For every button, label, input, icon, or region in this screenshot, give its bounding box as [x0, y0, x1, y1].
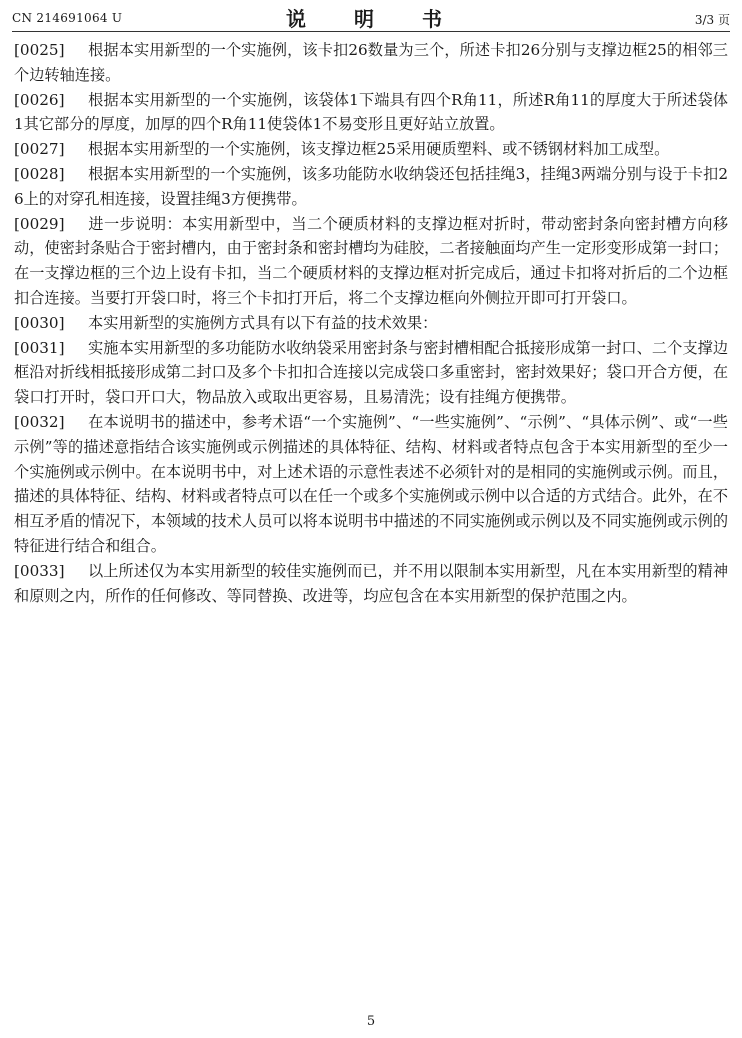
paragraph-0027 — [14, 137, 728, 162]
document-body — [14, 38, 728, 608]
page-header — [12, 2, 730, 32]
paragraph-number: [0030] — [14, 313, 65, 332]
paragraph-0030 — [14, 311, 728, 336]
page-title: 说 明 书 — [286, 7, 456, 31]
paragraph-number: [0027] — [14, 140, 65, 159]
paragraph-text: 以上所述仅为本实用新型的较佳实施例而已，并不用以限制本实用新型，凡在本实用新型的精神和原则之内，所作的任何修改、等同替换、改进等，均应包含在本实用新型的保护范围之内。 — [14, 561, 728, 605]
paragraph-0026 — [14, 88, 728, 138]
paragraph-text: 根据本实用新型的一个实施例，该袋体1下端具有四个R角11，所述R角11的厚度大于所述袋体1其它部分的厚度，加厚的四个R角11使袋体1不易变形且更好站立放置。 — [14, 90, 728, 134]
header-divider — [12, 31, 730, 32]
paragraph-number: [0029] — [14, 214, 65, 233]
paragraph-text: 进一步说明：本实用新型中，当二个硬质材料的支撑边框对折时，带动密封条向密封槽方向移动，使密封条贴合于密封槽内，由于密封条和密封槽均为硅胶，二者接触面均产生一定形变形成第一封口；在一支撑边框的三个边上设有卡扣，当二个硬质材料的支撑边框对折完成后，通过卡扣将对折后的二个边框扣合连接。当要打开袋口时，将三个卡扣打开后，将二个支撑边框向外侧拉开即可打开袋口。 — [14, 214, 728, 307]
paragraph-text: 在本说明书的描述中，参考术语“一个实施例”、“一些实施例”、“示例”、“具体示例”、或“一些示例”等的描述意指结合该实施例或示例描述的具体特征、结构、材料或者特点包含于本实用新型的至少一个实施例或示例中。在本说明书中，对上述术语的示意性表述不必须针对的是相同的实施例或示例。而且，描述的具体特征、结构、材料或者特点可以在任一个或多个实施例或示例中以合适的方式结合。此外，在不相互矛盾的情况下，本领域的技术人员可以将本说明书中描述的不同实施例或示例以及不同实施例或示例的特征进行结合和组合。 — [14, 412, 728, 555]
paragraph-number: [0033] — [14, 561, 65, 580]
paragraph-0025 — [14, 38, 728, 88]
page-number: 5 — [366, 1014, 376, 1029]
paragraph-number: [0031] — [14, 338, 65, 357]
paragraph-text: 本实用新型的实施例方式具有以下有益的技术效果： — [88, 313, 438, 332]
paragraph-0032 — [14, 410, 728, 559]
paragraph-text: 根据本实用新型的一个实施例，该多功能防水收纳袋还包括挂绳3，挂绳3两端分别与设于卡扣26上的对穿孔相连接，设置挂绳3方便携带。 — [14, 164, 728, 208]
paragraph-0029 — [14, 212, 728, 311]
document-number: CN 214691064 U — [12, 11, 123, 25]
paragraph-0033 — [14, 559, 728, 609]
paragraph-number: [0026] — [14, 90, 65, 109]
paragraph-0031 — [14, 336, 728, 410]
paragraph-0028 — [14, 162, 728, 212]
paragraph-text: 实施本实用新型的多功能防水收纳袋采用密封条与密封槽相配合抵接形成第一封口、二个支撑边框沿对折线相抵接形成第二封口及多个卡扣扣合连接以完成袋口多重密封，密封效果好；袋口开合方便，在袋口打开时，袋口开口大，物品放入或取出更容易，且易清洗；设有挂绳方便携带。 — [14, 338, 728, 407]
page-indicator: 3/3 页 — [694, 13, 730, 27]
paragraph-number: [0032] — [14, 412, 65, 431]
paragraph-text: 根据本实用新型的一个实施例，该卡扣26数量为三个，所述卡扣26分别与支撑边框25的相邻三个边转轴连接。 — [14, 41, 728, 84]
paragraph-number: [0028] — [14, 164, 65, 183]
paragraph-number: [0025] — [14, 41, 65, 59]
paragraph-text: 根据本实用新型的一个实施例，该支撑边框25采用硬质塑料、或不锈钢材料加工成型。 — [88, 140, 670, 159]
